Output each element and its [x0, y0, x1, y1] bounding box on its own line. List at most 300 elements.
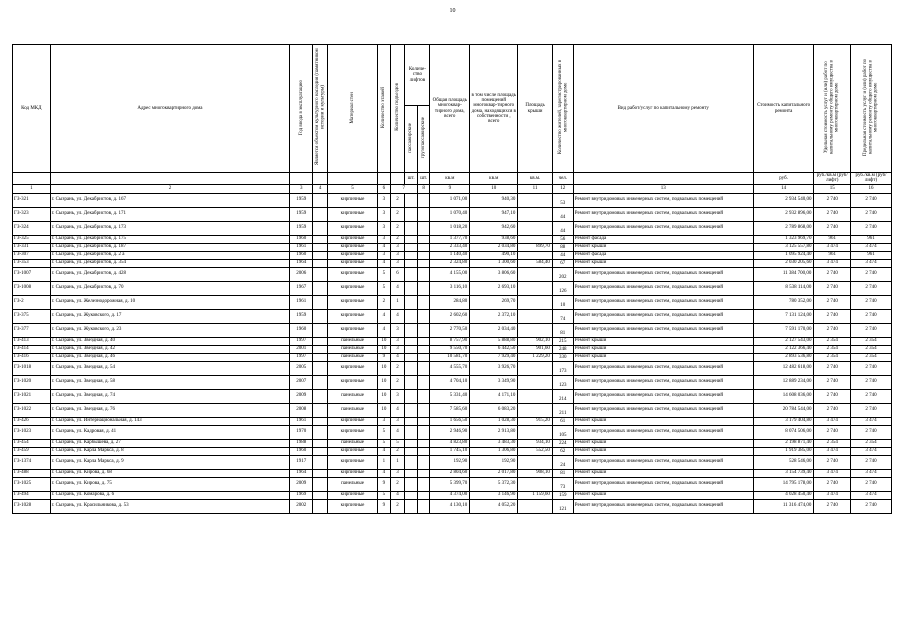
cell-total: 192,90	[430, 455, 470, 469]
table-row	[13, 295, 892, 309]
cell-res: 123	[552, 375, 573, 389]
cell-empty	[405, 295, 418, 309]
cell-max: 961	[851, 235, 892, 243]
cell-roof	[518, 281, 553, 295]
cell-addr: г. Сызрань, ул. Железнодорожная, д. 10	[50, 295, 290, 309]
cell-cost: 2 122 366,40	[753, 345, 814, 353]
data-rows	[13, 193, 892, 513]
cell-unit: 2 354	[814, 353, 851, 361]
cell-work: Ремонт внутридомовых инженерных систем, подвальных помещений	[573, 361, 753, 375]
cell-ent: 4	[390, 425, 405, 439]
cell-code: ГЗ-1007	[13, 267, 51, 281]
cell-empty	[417, 337, 430, 345]
cell-roof	[518, 477, 553, 491]
cell-fl: 9	[378, 499, 391, 513]
cell-empty	[313, 439, 328, 447]
cell-wall: панельные	[327, 389, 377, 403]
cell-empty	[417, 345, 430, 353]
cell-year: 2006	[290, 267, 313, 281]
cell-empty	[405, 193, 418, 207]
cell-max: 2 740	[851, 193, 892, 207]
cell-empty	[417, 491, 430, 499]
cell-own: 2 034,80	[470, 243, 518, 251]
cell-empty	[417, 447, 430, 455]
cell-total: 1 656,50	[430, 417, 470, 425]
cell-own: 6 083,20	[470, 403, 518, 417]
cell-wall: кирпичные	[327, 259, 377, 267]
cell-own: 3 483,30	[470, 439, 518, 447]
cell-work: Ремонт крыши	[573, 491, 753, 499]
cell-res: 81	[552, 469, 573, 477]
table-row	[13, 389, 892, 403]
cell-own: 4 052,20	[470, 499, 518, 513]
cell-addr: г. Сызрань, ул. Декабристов, д. 2 а	[50, 251, 290, 259]
cell-work: Ремонт внутридомовых инженерных систем, подвальных помещений	[573, 375, 753, 389]
cell-total: 1 377,70	[430, 235, 470, 243]
cell-ent: 1	[390, 295, 405, 309]
cell-addr: г. Сызрань, ул. Звездная, д. 76	[50, 403, 290, 417]
cell-fl: 5	[378, 267, 391, 281]
cell-addr: г. Сызрань, ул. Декабристов, д. 354	[50, 259, 290, 267]
cell-fl: 3	[378, 417, 391, 425]
cell-total: 284,80	[430, 295, 470, 309]
cell-empty	[405, 337, 418, 345]
header-work-type: Вид работ/услуг по капитальному ремонту	[573, 45, 753, 173]
cell-max: 3 474	[851, 447, 892, 455]
cell-cost: 4 028 450,40	[753, 491, 814, 499]
cell-code: ГЗ-307	[13, 251, 51, 259]
cell-fl: 5	[378, 281, 391, 295]
cell-work: Ремонт внутридомовых инженерных систем, подвальных помещений	[573, 267, 753, 281]
cell-empty	[405, 323, 418, 337]
cell-empty	[405, 259, 418, 267]
cell-work: Ремонт внутридомовых инженерных систем, подвальных помещений	[573, 309, 753, 323]
cell-empty	[417, 267, 430, 281]
cell-addr: г. Сызрань, ул. Декабристов, д. 70	[50, 281, 290, 295]
header-floors: Количество этажей	[378, 45, 391, 173]
cell-empty	[405, 345, 418, 353]
cell-cost: 12 889 234,00	[753, 375, 814, 389]
cell-empty	[313, 477, 328, 491]
cell-wall: кирпичные	[327, 425, 377, 439]
cell-year: 1961	[290, 243, 313, 251]
cell-res: 121	[552, 499, 573, 513]
cell-addr: г. Сызрань, ул. Карбышева, д. 27	[50, 439, 290, 447]
cell-res: 202	[552, 267, 573, 281]
cell-empty	[417, 207, 430, 221]
capital-repair-table	[12, 44, 892, 514]
cell-total: 5 331,40	[430, 389, 470, 403]
table-row	[13, 259, 892, 267]
table-row	[13, 425, 892, 439]
cell-empty	[405, 417, 418, 425]
cell-empty	[417, 417, 430, 425]
cell-res: 10	[552, 295, 573, 309]
cell-ent: 4	[390, 491, 405, 499]
cell-wall: панельные	[327, 477, 377, 491]
cell-work: Ремонт фасада	[573, 235, 753, 243]
cell-wall: панельные	[327, 439, 377, 447]
cell-ent: 3	[390, 337, 405, 345]
cell-empty	[313, 267, 328, 281]
cell-wall: кирпичные	[327, 375, 377, 389]
cell-unit: 2 740	[814, 207, 851, 221]
cell-addr: г. Сызрань, ул. Интернациональная, д. 143	[50, 417, 290, 425]
cell-res: 56	[552, 235, 573, 243]
cell-work: Ремонт внутридомовых инженерных систем, подвальных помещений	[573, 425, 753, 439]
cell-res: 173	[552, 361, 573, 375]
cell-work: Ремонт внутридомовых инженерных систем, подвальных помещений	[573, 389, 753, 403]
cell-fl: 10	[378, 345, 391, 353]
cell-cost: 1 919 385,00	[753, 447, 814, 455]
cell-empty	[313, 281, 328, 295]
cell-fl: 3	[378, 251, 391, 259]
cell-empty	[405, 267, 418, 281]
cell-empty	[405, 389, 418, 403]
table-row	[13, 403, 892, 417]
cell-fl: 10	[378, 375, 391, 389]
cell-empty	[405, 207, 418, 221]
cell-own: 942,60	[470, 221, 518, 235]
cell-empty	[417, 193, 430, 207]
cell-res: 44	[552, 207, 573, 221]
cell-wall: кирпичные	[327, 207, 377, 221]
cell-empty	[405, 403, 418, 417]
cell-code: ГЗ-454	[13, 439, 51, 447]
table-row	[13, 337, 892, 345]
cell-empty	[417, 477, 430, 491]
cell-res: 215	[552, 337, 573, 345]
cell-wall: кирпичные	[327, 323, 377, 337]
cell-roof	[518, 425, 553, 439]
cell-roof	[518, 193, 553, 207]
cell-unit: 961	[814, 251, 851, 259]
cell-own: 3 806,60	[470, 267, 518, 281]
cell-ent: 3	[390, 417, 405, 425]
cell-ent: 2	[390, 235, 405, 243]
cell-res: 44	[552, 251, 573, 259]
cell-roof: 908,10	[518, 469, 553, 477]
cell-code: ГЗ-494	[13, 491, 51, 499]
cell-year: 1959	[290, 207, 313, 221]
cell-unit: 2 740	[814, 267, 851, 281]
cell-work: Ремонт внутридомовых инженерных систем, подвальных помещений	[573, 403, 753, 417]
cell-max: 2 740	[851, 267, 892, 281]
cell-max: 2 740	[851, 309, 892, 323]
cell-max: 2 740	[851, 221, 892, 235]
cell-max: 2 740	[851, 281, 892, 295]
cell-wall: кирпичные	[327, 235, 377, 243]
cell-year: 1997	[290, 337, 313, 345]
cell-fl: 4	[378, 323, 391, 337]
cell-empty	[313, 323, 328, 337]
cell-code: ГЗ-459	[13, 447, 51, 455]
cell-cost: 8 538 114,00	[753, 281, 814, 295]
cell-addr: г. Сызрань, ул. Декабристов, д. 428	[50, 267, 290, 281]
cell-total: 3 116,10	[430, 281, 470, 295]
cell-code: ГЗ-325	[13, 235, 51, 243]
cell-unit: 2 354	[814, 345, 851, 353]
cell-res: 44	[552, 221, 573, 235]
header-lifts: Количе-ство лифтов	[405, 45, 430, 106]
cell-own: 2 017,80	[470, 469, 518, 477]
cell-roof: 915,20	[518, 417, 553, 425]
page-number: 10	[449, 8, 456, 14]
cell-code: ГЗ-323	[13, 207, 51, 221]
cell-year: 1959	[290, 309, 313, 323]
table-row	[13, 455, 892, 469]
cell-empty	[313, 417, 328, 425]
cell-unit: 2 740	[814, 403, 851, 417]
cell-own: 1 306,80	[470, 447, 518, 455]
cell-total: 5 399,70	[430, 477, 470, 491]
cell-addr: г. Сызрань, ул. Карла Маркса, д. 8	[50, 447, 290, 455]
cell-wall: кирпичные	[327, 309, 377, 323]
table-row	[13, 361, 892, 375]
table-row	[13, 469, 892, 477]
cell-empty	[417, 235, 430, 243]
cell-addr: г. Сызрань, ул. Карла Маркса, д. 9	[50, 455, 290, 469]
cell-year: 1960	[290, 251, 313, 259]
cell-roof	[518, 389, 553, 403]
cell-unit: 3 474	[814, 243, 851, 251]
cell-roof: 552,50	[518, 447, 553, 455]
cell-total: 8 757,90	[430, 337, 470, 345]
cell-total: 7 585,60	[430, 403, 470, 417]
table-row	[13, 193, 892, 207]
cell-ent: 2	[390, 361, 405, 375]
cell-work: Ремонт крыши	[573, 337, 753, 345]
cell-max: 2 740	[851, 499, 892, 513]
cell-year: 1988	[290, 439, 313, 447]
cell-empty	[313, 353, 328, 361]
cell-fl: 4	[378, 469, 391, 477]
cell-unit: 2 740	[814, 477, 851, 491]
cell-ent: 2	[390, 221, 405, 235]
cell-unit: 2 354	[814, 337, 851, 345]
cell-work: Ремонт внутридомовых инженерных систем, подвальных помещений	[573, 455, 753, 469]
cell-addr: г. Сызрань, ул. Звездная, д. 58	[50, 375, 290, 389]
cell-ent: 3	[390, 345, 405, 353]
cell-unit: 2 740	[814, 425, 851, 439]
cell-addr: г. Сызрань, ул. Декабристов, д. 175	[50, 235, 290, 243]
cell-ent: 3	[390, 389, 405, 403]
cell-fl: 3	[378, 193, 391, 207]
cell-cost: 2 932 896,00	[753, 207, 814, 221]
cell-cost: 14 608 036,00	[753, 389, 814, 403]
cell-roof	[518, 499, 553, 513]
cell-unit: 2 740	[814, 295, 851, 309]
cell-max: 2 354	[851, 439, 892, 447]
table-row	[13, 353, 892, 361]
cell-ent: 2	[390, 207, 405, 221]
table-row	[13, 447, 892, 455]
table-row	[13, 251, 892, 259]
table-row	[13, 499, 892, 513]
cell-total: 1 745,10	[430, 447, 470, 455]
cell-total: 2 324,80	[430, 259, 470, 267]
cell-roof	[518, 323, 553, 337]
cell-empty	[417, 439, 430, 447]
cell-empty	[417, 251, 430, 259]
cell-empty	[405, 353, 418, 361]
cell-roof: 1 159,60	[518, 491, 553, 499]
cell-empty	[313, 499, 328, 513]
cell-wall: кирпичные	[327, 361, 377, 375]
cell-cost: 2 934 540,00	[753, 193, 814, 207]
cell-unit: 2 740	[814, 193, 851, 207]
cell-res: 24	[552, 455, 573, 469]
cell-empty	[417, 403, 430, 417]
cell-code: ГЗ-2	[13, 295, 51, 309]
cell-empty	[313, 251, 328, 259]
cell-empty	[313, 259, 328, 267]
cell-work: Ремонт крыши	[573, 439, 753, 447]
cell-res: 214	[552, 389, 573, 403]
cell-empty	[417, 499, 430, 513]
cell-work: Ремонт внутридомовых инженерных систем, подвальных помещений	[573, 281, 753, 295]
cell-max: 2 740	[851, 425, 892, 439]
table-row	[13, 439, 892, 447]
cell-empty	[417, 323, 430, 337]
cell-total: 2 946,90	[430, 425, 470, 439]
table-row	[13, 309, 892, 323]
cell-own: 1 300,60	[470, 259, 518, 267]
cell-wall: панельные	[327, 337, 377, 345]
cell-year: 1997	[290, 353, 313, 361]
cell-own: 6 442,50	[470, 345, 518, 353]
cell-code: ГЗ-1008	[13, 281, 51, 295]
cell-cost: 3 179 404,80	[753, 417, 814, 425]
cell-own: 938,60	[470, 235, 518, 243]
cell-roof	[518, 455, 553, 469]
table-row	[13, 323, 892, 337]
cell-max: 3 474	[851, 259, 892, 267]
cell-total: 4 130,10	[430, 499, 470, 513]
cell-code: ГЗ-426	[13, 417, 51, 425]
cell-year: 1960	[290, 323, 313, 337]
cell-empty	[417, 389, 430, 403]
cell-empty	[313, 375, 328, 389]
cell-total: 2 804,60	[430, 469, 470, 477]
cell-fl: 3	[378, 221, 391, 235]
cell-roof	[518, 221, 553, 235]
cell-code: ГЗ-414	[13, 345, 51, 353]
column-numbers-row: 1 2 3 4 5 6 7 8 9 10 11 12 13 14 15 16	[13, 184, 892, 193]
cell-unit: 2 740	[814, 221, 851, 235]
cell-empty	[405, 375, 418, 389]
cell-total: 4 155,00	[430, 267, 470, 281]
cell-year: 1959	[290, 221, 313, 235]
cell-max: 2 740	[851, 361, 892, 375]
cell-res: 211	[552, 403, 573, 417]
cell-empty	[417, 469, 430, 477]
cell-cost: 2 127 543,00	[753, 337, 814, 345]
cell-own: 269,70	[470, 295, 518, 309]
cell-year: 2001	[290, 345, 313, 353]
cell-cost: 11 384 700,00	[753, 267, 814, 281]
cell-own: 3 146,90	[470, 491, 518, 499]
table-row	[13, 207, 892, 221]
cell-code: ГЗ-1023	[13, 425, 51, 439]
header-owned-area: в том числе площадь помещений многоквар-тирного дома, находящихся в собственности , всего	[470, 45, 518, 173]
cell-empty	[405, 243, 418, 251]
cell-wall: кирпичные	[327, 447, 377, 455]
cell-res: 73	[552, 477, 573, 491]
cell-code: ГЗ-331	[13, 243, 51, 251]
cell-res: 126	[552, 281, 573, 295]
cell-roof	[518, 235, 553, 243]
cell-fl: 4	[378, 259, 391, 267]
cell-total: 10 581,70	[430, 353, 470, 361]
cell-ent: 3	[390, 243, 405, 251]
cell-total: 9 550,70	[430, 345, 470, 353]
cell-own: 2 913,80	[470, 425, 518, 439]
cell-work: Ремонт внутридомовых инженерных систем, подвальных помещений	[573, 499, 753, 513]
cell-cost: 8 074 506,00	[753, 425, 814, 439]
cell-fl: 4	[378, 243, 391, 251]
cell-wall: панельные	[327, 403, 377, 417]
cell-empty	[313, 361, 328, 375]
cell-year: 1969	[290, 491, 313, 499]
cell-fl: 5	[378, 439, 391, 447]
cell-roof: 934,10	[518, 439, 553, 447]
cell-year: 2005	[290, 361, 313, 375]
cell-work: Ремонт крыши	[573, 447, 753, 455]
cell-empty	[405, 447, 418, 455]
cell-ent: 1	[390, 455, 405, 469]
cell-addr: г. Сызрань, ул. Кирова, д. 68	[50, 469, 290, 477]
cell-unit: 3 474	[814, 259, 851, 267]
cell-work: Ремонт крыши	[573, 243, 753, 251]
cell-roof: 899,70	[518, 243, 553, 251]
cell-code: ГЗ-1021	[13, 389, 51, 403]
header-address: Адрес многоквартирного дома	[50, 45, 290, 173]
cell-cost: 1 095 924,40	[753, 251, 814, 259]
cell-total: 1 071,00	[430, 193, 470, 207]
cell-empty	[405, 251, 418, 259]
table-row	[13, 477, 892, 491]
cell-own: 5 888,80	[470, 337, 518, 345]
cell-code: ГЗ-1020	[13, 375, 51, 389]
cell-total: 2 770,50	[430, 323, 470, 337]
cell-max: 3 474	[851, 469, 892, 477]
cell-fl: 1	[378, 455, 391, 469]
cell-empty	[417, 281, 430, 295]
cell-empty	[417, 259, 430, 267]
cell-work: Ремонт внутридомовых инженерных систем, подвальных помещений	[573, 207, 753, 221]
cell-cost: 14 795 178,00	[753, 477, 814, 491]
cell-addr: г. Сызрань, ул. Звездная, д. 40	[50, 337, 290, 345]
cell-own: 3 926,70	[470, 361, 518, 375]
cell-res: 105	[552, 425, 573, 439]
cell-ent: 3	[390, 259, 405, 267]
cell-code: ГЗ-321	[13, 193, 51, 207]
cell-empty	[405, 281, 418, 295]
cell-unit: 2 740	[814, 281, 851, 295]
header-repair-cost: Стоимость капитального ремонта	[753, 45, 814, 173]
cell-roof: 901,60	[518, 345, 553, 353]
cell-ent: 4	[390, 403, 405, 417]
cell-ent: 2	[390, 477, 405, 491]
cell-own: 1 028,30	[470, 417, 518, 425]
cell-addr: г. Сызрань, ул. Жуковского, д. 23	[50, 323, 290, 337]
cell-roof: 1 229,20	[518, 353, 553, 361]
cell-unit: 2 740	[814, 499, 851, 513]
cell-wall: кирпичные	[327, 251, 377, 259]
cell-empty	[313, 389, 328, 403]
cell-ent: 3	[390, 323, 405, 337]
